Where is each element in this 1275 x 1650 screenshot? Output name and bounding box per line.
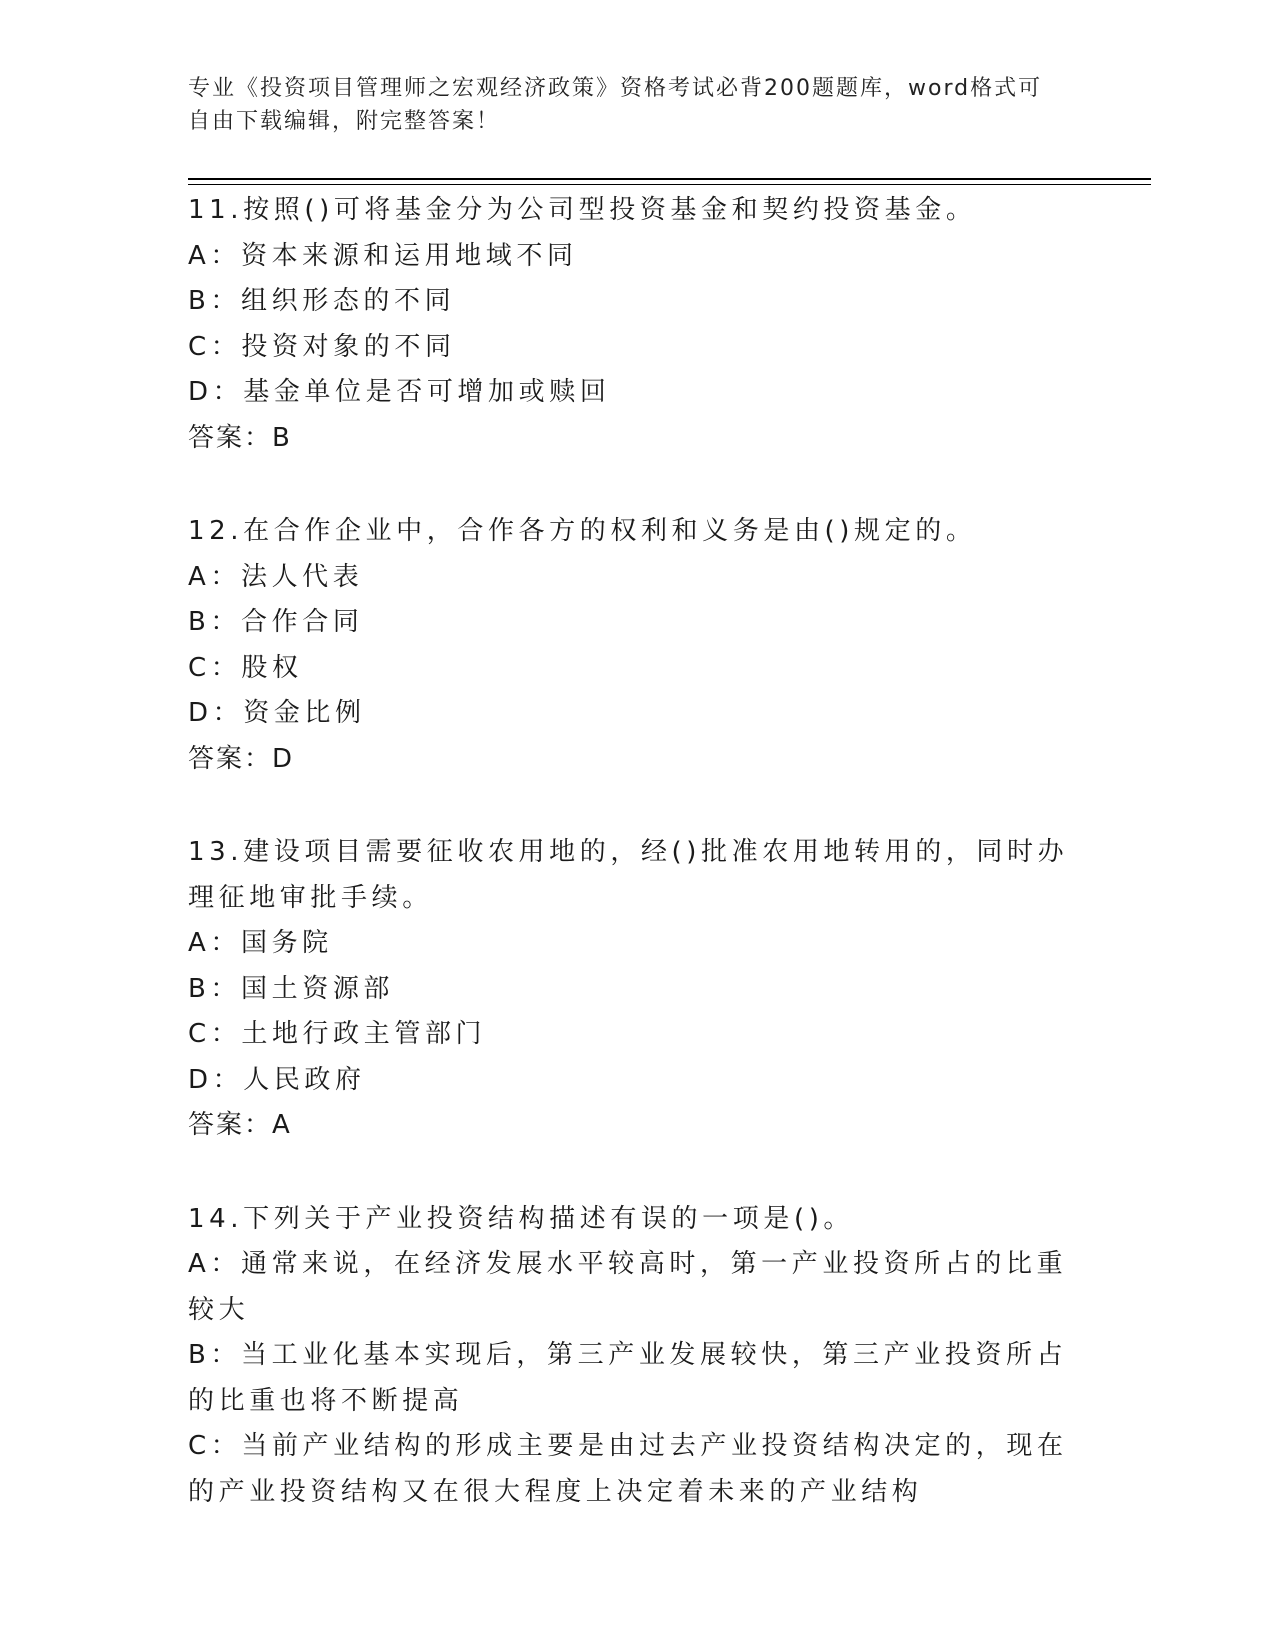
question-stem: 12.在合作企业中，合作各方的权利和义务是由()规定的。 — [188, 516, 977, 546]
option-c: C：投资对象的不同 — [188, 331, 456, 362]
question-13 — [188, 830, 1078, 1149]
option-a: A：通常来说，在经济发展水平较高时，第一产业投资所占的比重较大 — [188, 1249, 1068, 1325]
option-c: C：当前产业结构的形成主要是由过去产业投资结构决定的，现在的产业投资结构又在很大程度上决定着未来的产业结构 — [188, 1431, 1068, 1507]
option-a: A：资本来源和运用地域不同 — [188, 240, 578, 271]
option-d: D：人民政府 — [188, 1064, 366, 1095]
option-c: C：土地行政主管部门 — [188, 1019, 487, 1049]
header-line-2: 自由下载编辑，附完整答案！ — [188, 109, 501, 134]
option-b: B：国土资源部 — [188, 973, 395, 1004]
header-rule-thick — [188, 178, 1151, 180]
option-c: C：股权 — [188, 652, 303, 683]
question-stem: 13.建设项目需要征收农用地的，经()批准农用地转用的，同时办理征地审批手续。 — [188, 837, 1069, 913]
answer: 答案：A — [188, 1110, 292, 1140]
document-header — [188, 72, 1068, 138]
option-b: B：合作合同 — [188, 607, 364, 637]
question-11 — [188, 188, 1078, 461]
option-a: A：法人代表 — [188, 561, 364, 592]
question-stem: 14.下列关于产业投资结构描述有误的一项是()。 — [188, 1203, 855, 1234]
question-list — [188, 188, 1078, 1563]
question-stem: 11.按照()可将基金分为公司型投资基金和契约投资基金。 — [188, 195, 977, 225]
option-b: B：当工业化基本实现后，第三产业发展较快，第三产业投资所占的比重也将不断提高 — [188, 1340, 1068, 1416]
question-12 — [188, 509, 1078, 782]
header-rule-thin — [188, 184, 1151, 185]
answer: 答案：B — [188, 422, 292, 453]
option-d: D：基金单位是否可增加或赎回 — [188, 377, 611, 407]
option-b: B：组织形态的不同 — [188, 286, 456, 316]
answer: 答案：D — [188, 743, 295, 774]
option-d: D：资金比例 — [188, 698, 366, 728]
option-a: A：国务院 — [188, 928, 333, 958]
question-14 — [188, 1197, 1078, 1516]
header-line-1: 专业《投资项目管理师之宏观经济政策》资格考试必背200题题库，word格式可 — [188, 76, 1043, 101]
